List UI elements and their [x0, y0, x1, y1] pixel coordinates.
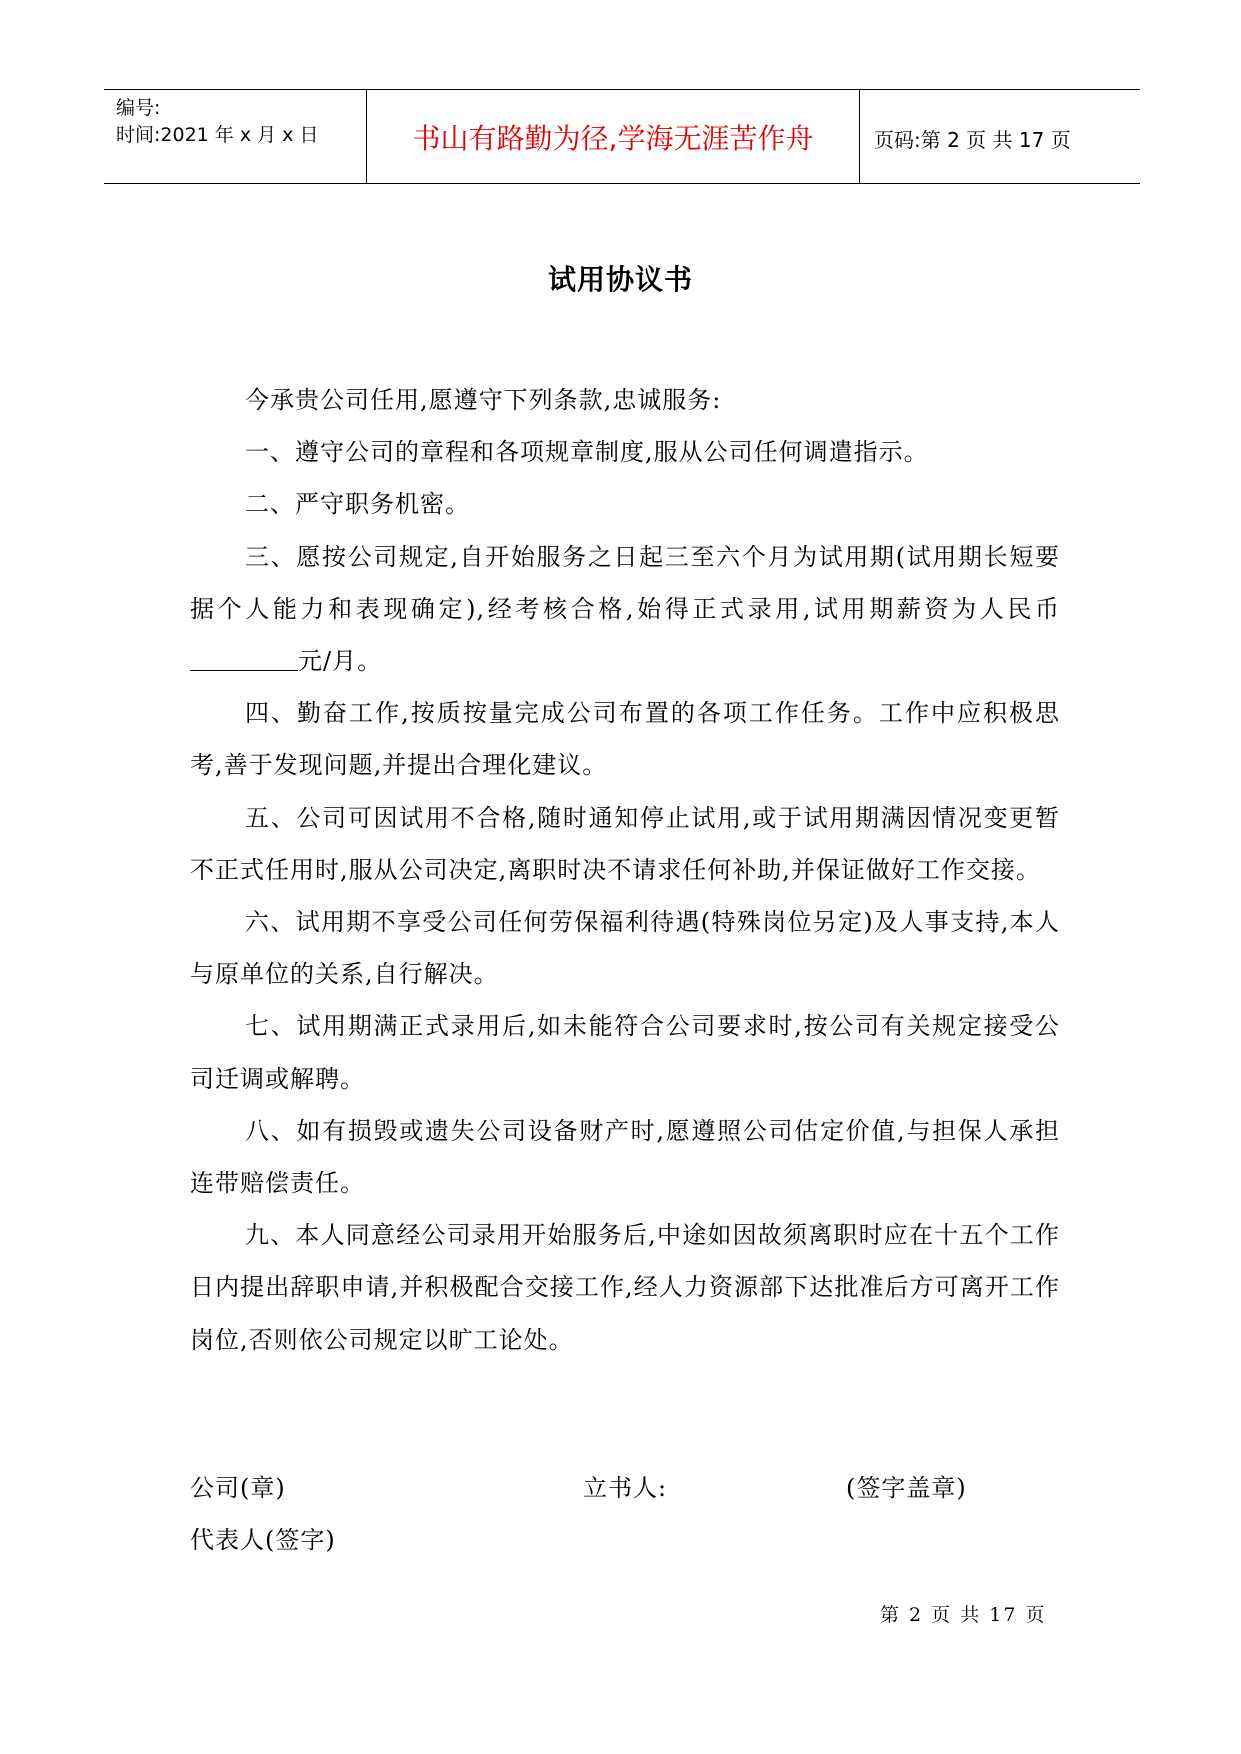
header-motto-cell	[366, 90, 860, 183]
header-info-cell	[104, 90, 366, 183]
clause-1: 一、遵守公司的章程和各项规章制度,服从公司任何调遣指示。	[245, 438, 929, 467]
document-time-label: 时间:2021 年 x 月 x 日	[116, 124, 319, 146]
header-page-cell	[860, 90, 1140, 183]
clause-8: 八、如有损毁或遗失公司设备财产时,愿遵照公司估定价值,与担保人承担连带赔偿责任。	[190, 1116, 1060, 1198]
writer-label: 立书人:	[583, 1474, 668, 1502]
header-page-code: 页码:第 2 页 共 17 页	[874, 128, 1071, 152]
header-motto: 书山有路勤为径,学海无涯苦作舟	[412, 122, 814, 155]
clause-5: 五、公司可因试用不合格,随时通知停止试用,或于试用期满因情况变更暂不正式任用时,服从公司决定,离职时决不请求任何补助,并保证做好工作交接。	[190, 803, 1060, 884]
document-title: 试用协议书	[547, 263, 693, 296]
document-header	[104, 89, 1140, 184]
agreement-body	[190, 374, 1060, 1366]
clause-6: 六、试用期不享受公司任何劳保福利待遇(特殊岗位另定)及人事支持,本人与原单位的关系,自行解决。	[190, 908, 1060, 989]
clause-4: 四、勤奋工作,按质按量完成公司布置的各项工作任务。工作中应积极思考,善于发现问题,并提出合理化建议。	[190, 699, 1060, 780]
clause-7: 七、试用期满正式录用后,如未能符合公司要求时,按公司有关规定接受公司迁调或解聘。	[190, 1012, 1060, 1093]
clause-3-unit: 元/月。	[298, 647, 383, 676]
clause-3	[190, 531, 1060, 688]
document-number-label: 编号:	[116, 97, 161, 119]
company-seal-label: 公司(章)	[190, 1474, 286, 1502]
salary-blank-line	[190, 648, 298, 671]
clause-2: 二、严守职务机密。	[245, 490, 470, 519]
clause-3-text: 三、愿按公司规定,自开始服务之日起三至六个月为试用期(试用期长短要据个人能力和表现确定),经考核合格,始得正式录用,试用期薪资为人民币	[190, 542, 1060, 623]
intro-paragraph: 今承贵公司任用,愿遵守下列条款,忠诚服务:	[245, 386, 722, 414]
sign-seal-label: (签字盖章)	[846, 1474, 967, 1502]
clause-9: 九、本人同意经公司录用开始服务后,中途如因故须离职时应在十五个工作日内提出辞职申请,并积极配合交接工作,经人力资源部下达批准后方可离开工作岗位,否则依公司规定以旷工论处。	[190, 1221, 1060, 1354]
page-footer: 第 2 页 共 17 页	[880, 1604, 1047, 1626]
representative-label: 代表人(签字)	[190, 1526, 336, 1554]
